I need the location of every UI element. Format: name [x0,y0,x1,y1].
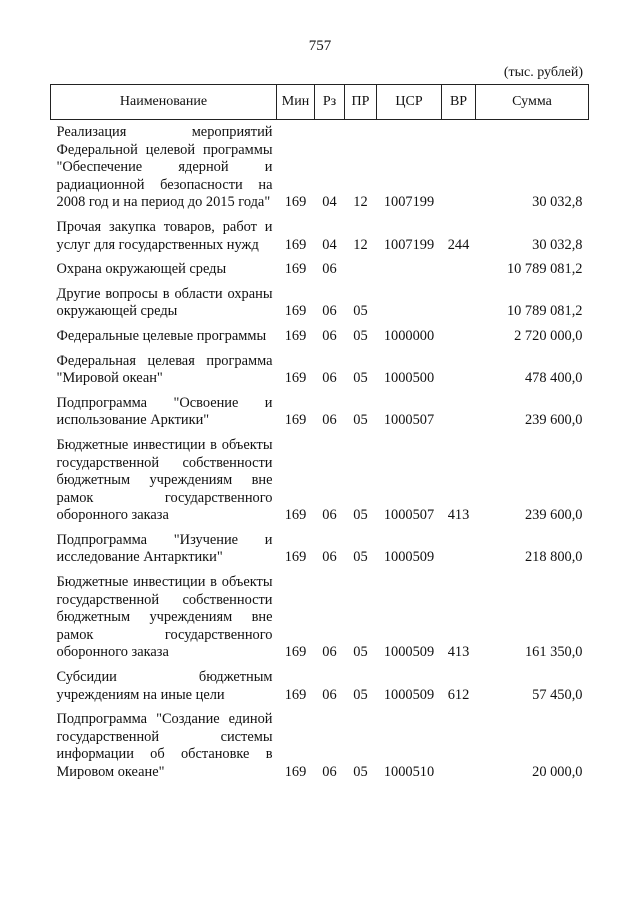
header-pr: ПР [345,85,377,120]
header-sum: Сумма [476,85,589,120]
cell-rz: 06 [322,686,337,703]
cell-rz: 04 [322,194,337,211]
cell-rz: 06 [322,327,337,344]
cell-csr [377,254,442,279]
cell-min: 169 [284,412,307,429]
cell-rz: 06 [322,303,337,320]
cell-sum: 239 600,0 [524,507,583,524]
cell-min: 169 [284,549,307,566]
cell-vr [442,346,476,388]
cell-pr [345,254,377,279]
header-min: Мин [277,85,315,120]
cell-min: 169 [284,644,307,661]
cell-csr: 1000509 [383,686,435,703]
cell-min: 169 [284,370,307,387]
cell-rz: 06 [322,764,337,780]
cell-vr [442,279,476,321]
cell-sum: 10 789 081,2 [506,303,583,320]
cell-vr: 413 [447,644,470,661]
table-row [51,279,589,321]
cell-rz: 04 [322,236,337,253]
cell-sum: 161 350,0 [524,644,583,661]
cell-csr: 1000510 [383,764,435,780]
cell-csr: 1007199 [383,236,435,253]
cell-pr: 05 [353,644,368,661]
cell-name: Реализация мероприятий Федеральной целевой программы "Обеспечение ядерной и радиационной безопасности на 2008 год и на период до 2015 года" [56,124,273,211]
cell-sum: 2 720 000,0 [514,327,583,344]
cell-pr: 05 [353,412,368,429]
cell-rz: 06 [322,261,337,278]
cell-csr: 1000507 [383,412,435,429]
cell-pr: 05 [353,327,368,344]
table-row [51,388,589,430]
cell-name: Субсидии бюджетным учреждениям на иные цели [56,669,273,703]
cell-vr [442,704,476,781]
cell-sum: 239 600,0 [524,412,583,429]
cell-sum: 218 800,0 [524,549,583,566]
units-label: (тыс. рублей) [503,65,583,80]
cell-name: Другие вопросы в области охраны окружающей среды [56,285,273,320]
cell-min: 169 [284,194,307,211]
cell-rz: 06 [322,549,337,566]
cell-sum: 478 400,0 [524,370,583,387]
cell-sum: 57 450,0 [532,686,583,703]
cell-pr: 05 [353,303,368,320]
cell-min: 169 [284,303,307,320]
cell-csr: 1000500 [383,370,435,387]
cell-pr: 05 [353,370,368,387]
cell-name: Подпрограмма "Создание единой государственной системы информации об обстановке в Мировом океане" [56,711,273,780]
table-row [51,430,589,525]
header-vr: ВР [442,85,476,120]
cell-csr: 1000509 [383,549,435,566]
table-row [51,704,589,781]
table-row [51,346,589,388]
table-row [51,212,589,254]
table-row [51,662,589,704]
cell-min: 169 [284,507,307,524]
cell-csr: 1000000 [383,327,435,344]
cell-name: Подпрограмма "Освоение и использование Арктики" [56,394,273,429]
header-rz: Рз [315,85,345,120]
cell-pr: 05 [353,686,368,703]
header-csr: ЦСР [377,85,442,120]
table-row [51,525,589,567]
cell-vr [442,321,476,346]
cell-pr: 05 [353,764,368,780]
cell-csr: 1000507 [383,507,435,524]
cell-min: 169 [284,764,307,780]
cell-vr [442,388,476,430]
cell-name: Подпрограмма "Изучение и исследование Антарктики" [56,531,273,566]
cell-vr [442,525,476,567]
header-name: Наименование [51,85,277,120]
cell-vr: 244 [447,236,470,253]
page-number: 757 [308,38,332,54]
cell-rz: 06 [322,412,337,429]
table-body [51,120,589,782]
cell-name: Бюджетные инвестиции в объекты государственной собственности бюджетным учреждениям вне рамок государственного оборонного заказа [56,436,273,524]
cell-pr: 05 [353,507,368,524]
cell-pr: 12 [353,236,368,253]
cell-pr: 12 [353,194,368,211]
cell-csr: 1000509 [383,644,435,661]
cell-name: Бюджетные инвестиции в объекты государственной собственности бюджетным учреждениям вне рамок государственного оборонного заказа [56,574,273,661]
cell-name: Прочая закупка товаров, работ и услуг для государственных нужд [56,218,273,253]
cell-min: 169 [284,236,307,253]
cell-sum: 20 000,0 [532,764,583,780]
cell-pr: 05 [353,549,368,566]
cell-name: Охрана окружающей среды [56,261,227,278]
cell-sum: 30 032,8 [532,236,583,253]
table-row [51,321,589,346]
cell-csr [377,279,442,321]
cell-sum: 30 032,8 [532,194,583,211]
cell-min: 169 [284,327,307,344]
cell-rz: 06 [322,507,337,524]
budget-table [50,84,589,782]
cell-min: 169 [284,686,307,703]
cell-sum: 10 789 081,2 [506,261,583,278]
table-row [51,567,589,662]
table-row [51,254,589,279]
cell-name: Федеральные целевые программы [56,327,267,344]
cell-vr: 612 [447,686,470,703]
cell-rz: 06 [322,644,337,661]
table-header-row [51,85,589,120]
table-row [51,120,589,212]
cell-vr [442,254,476,279]
cell-rz: 06 [322,370,337,387]
cell-vr: 413 [447,507,470,524]
cell-vr [442,120,476,212]
cell-name: Федеральная целевая программа "Мировой океан" [56,352,273,387]
cell-min: 169 [284,261,307,278]
cell-csr: 1007199 [383,194,435,211]
